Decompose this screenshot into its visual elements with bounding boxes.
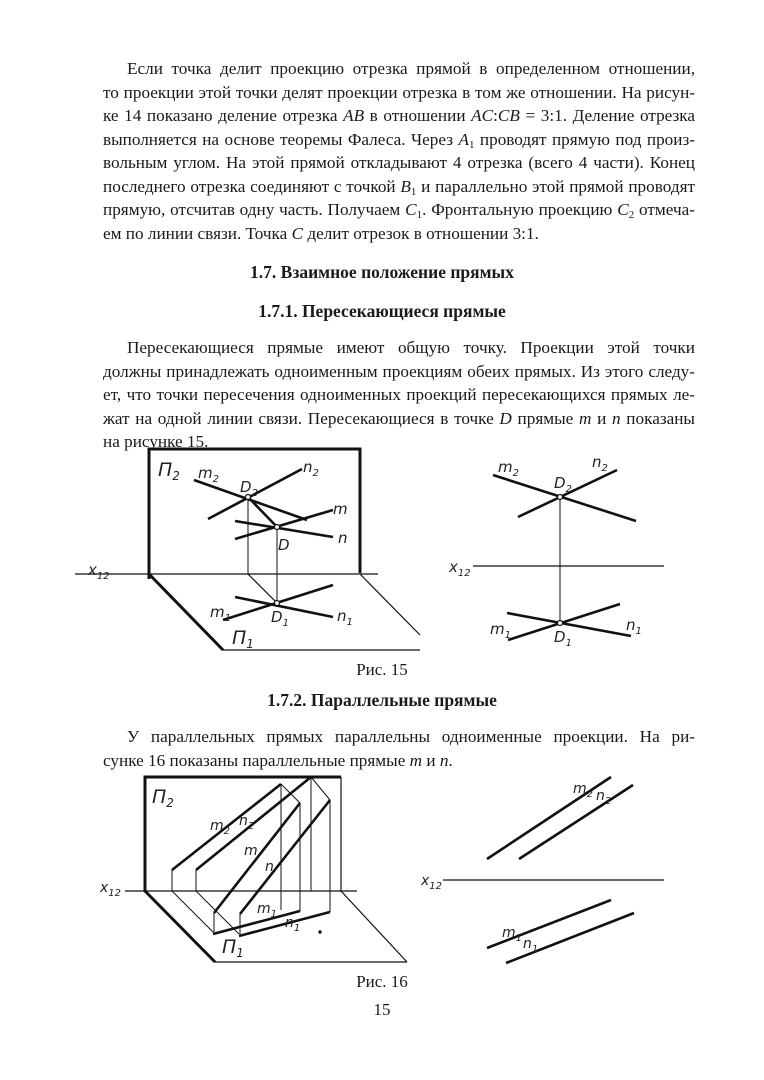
svg-text:D: D: [278, 536, 290, 554]
svg-text:n2: $n_2$: [592, 453, 608, 474]
svg-text:x12: $x_{12}$: [421, 873, 443, 892]
text-line: прямую, отсчитав одну часть. Получаем $C_1$. Фронтальную проекцию $C_2$ отмеча-: [103, 200, 695, 221]
svg-text:n1: $n_1$: [626, 616, 642, 637]
svg-text:m2: $m_2$: [210, 818, 231, 837]
text-line: Если точка делит проекцию отрезка прямой в определенном отношении,: [127, 59, 695, 78]
text-line: Пересекающиеся прямые имеют общую точку. Проекции этой точки: [127, 338, 695, 357]
text-line: ем по линии связи. Точка C делит отрезок в отношении 3:1.: [103, 223, 539, 243]
text-line: то проекции этой точки делят проекции отрезка в том же отношении. На рисун-: [103, 82, 695, 102]
svg-text:n: n: [338, 529, 348, 547]
text-line: ет, что точки пересечения одноименных проекций пересекающихся прямых ле-: [103, 385, 695, 404]
svg-text:n1: $n_1$: [337, 607, 353, 628]
svg-text:x12: $x_{12}$: [88, 561, 110, 582]
svg-text:m1: $m_1$: [502, 925, 523, 944]
subsection-heading-parallel: 1.7.2. Параллельные прямые: [267, 690, 497, 710]
figure-16-caption: Рис. 16: [356, 972, 408, 991]
svg-text:m1: $m_1$: [490, 620, 511, 641]
svg-text:П1: $П_1$: [222, 936, 244, 960]
svg-text:D2: $D_2$: [240, 478, 258, 499]
text-line: вольным углом. На этой прямой откладывают 4 отрезка (всего 4 части). Конец: [103, 153, 695, 172]
svg-text:m: m: [333, 500, 348, 518]
svg-text:D1: $D_1$: [271, 608, 289, 629]
text-line: ке 14 показано деление отрезка AB в отношении AC:CB = 3:1. Деление отрезка: [103, 106, 696, 125]
text-line: должны принадлежать одноименным проекциям обеих прямых. Из этого следу-: [103, 361, 695, 381]
svg-text:m2: $m_2$: [198, 464, 219, 485]
svg-text:D1: $D_1$: [554, 628, 572, 649]
label-plane-p2: $П_2$: [158, 459, 180, 483]
svg-text:m1: $m_1$: [257, 901, 278, 920]
svg-text:x12: $x_{12}$: [100, 880, 122, 899]
svg-text:n: n: [265, 859, 274, 875]
label-plane-p1: $П_1$: [232, 627, 254, 651]
svg-text:n1: $n_1$: [285, 915, 301, 934]
page-number: 15: [373, 1000, 391, 1019]
svg-text:m2: $m_2$: [498, 458, 519, 479]
svg-text:D2: $D_2$: [554, 474, 572, 495]
text-line: последнего отрезка соединяют с точкой $B_1$ и параллельно этой прямой проводят: [103, 176, 695, 198]
svg-text:m1: $m_1$: [210, 603, 231, 624]
svg-text:n2: $n_2$: [303, 458, 319, 479]
text-line: жат на одной линии связи. Пересекающиеся в точке D прямые m и n показаны: [103, 408, 695, 428]
svg-text:n2: $n_2$: [239, 813, 255, 832]
svg-text:П2: $П_2$: [152, 786, 174, 810]
section-heading: 1.7. Взаимное положение прямых: [250, 262, 514, 282]
svg-text:m: m: [244, 843, 258, 859]
text-line: выполняется на основе теоремы Фалеса. Через $A_1$ проводят прямую под произ-: [103, 129, 695, 151]
figure-15-caption: Рис. 15: [356, 660, 408, 679]
text-line: на рисунке 15.: [103, 432, 209, 451]
svg-text:x12: $x_{12}$: [449, 558, 471, 579]
subsection-heading-intersecting: 1.7.1. Пересекающиеся прямые: [258, 301, 506, 321]
text-line: сунке 16 показаны параллельные прямые m и n.: [103, 750, 453, 770]
svg-text:n2: $n_2$: [596, 788, 612, 807]
svg-text:n1: $n_1$: [523, 936, 539, 955]
svg-text:m2: $m_2$: [573, 781, 594, 800]
figure-16-epure: [443, 777, 664, 963]
text-line: У параллельных прямых параллельны одноименные проекции. На ри-: [127, 727, 695, 746]
